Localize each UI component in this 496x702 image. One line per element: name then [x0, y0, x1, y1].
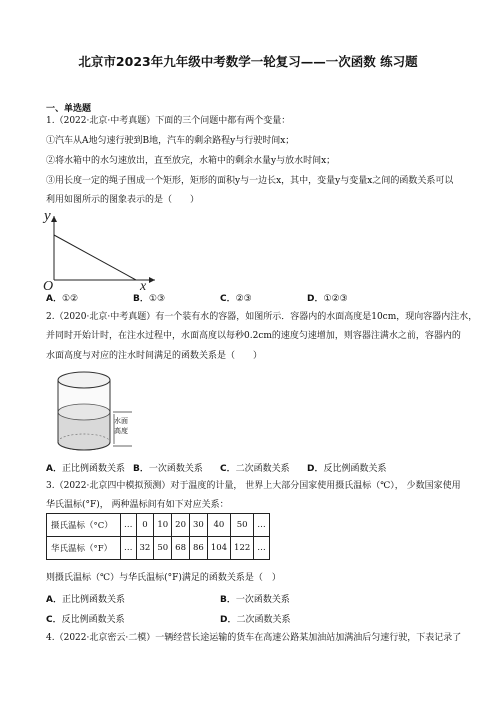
table-cell: 122: [231, 537, 254, 560]
table-cell: 40: [207, 514, 230, 537]
table-cell: 0: [136, 514, 154, 537]
question-1-graph: [40, 206, 170, 290]
question-2-option-b[interactable]: B．一次函数关系: [133, 464, 203, 474]
question-1-option-c[interactable]: C．②③: [220, 294, 252, 304]
table-cell: 104: [207, 537, 230, 560]
water-height-label-line2: 高度: [114, 427, 128, 435]
question-2-stem-2: 并同时开始计时，在注水过程中，水面高度以每秒0.2cm的速度匀速增加，则容器注满水之前，容器内的: [46, 331, 461, 341]
question-3-option-d[interactable]: D．二次函数关系: [220, 615, 291, 625]
question-2-stem-1: 2.（2020·北京·中考真题）有一个装有水的容器，如图所示．容器内的水面高度是10cm，现向容器内注水，: [46, 312, 478, 322]
question-3-prompt: 则摄氏温标（℃）与华氏温标(°F)满足的函数关系是（ ）: [46, 573, 281, 583]
question-2-option-d[interactable]: D．反比例函数关系: [307, 464, 387, 474]
table-row-header: 摄氏温标（°C）: [47, 514, 121, 537]
question-1-option-a[interactable]: A．①②: [46, 294, 79, 304]
y-axis-label: y: [44, 208, 51, 224]
water-height-label-line1: 水面: [114, 417, 128, 425]
graph-line: [54, 235, 136, 280]
question-1-item-1: ①汽车从A地匀速行驶到B地，汽车的剩余路程y与行驶时间x；: [46, 136, 295, 146]
question-2-option-a[interactable]: A．正比例函数关系: [46, 464, 125, 474]
question-1-option-b[interactable]: B．①③: [133, 294, 166, 304]
question-3-option-c[interactable]: C．反比例函数关系: [46, 615, 125, 625]
table-cell: …: [254, 537, 270, 560]
table-row-header: 华氏温标（°F）: [47, 537, 121, 560]
table-cell: …: [254, 514, 270, 537]
table-cell: 86: [189, 537, 207, 560]
table-cell: 30: [189, 514, 207, 537]
temperature-table: [46, 513, 270, 560]
question-3-stem-1: 3.（2022·北京四中模拟预测）对于温度的计量， 世界上大部分国家使用摄氏温标（℃）， 少数国家使用: [46, 481, 461, 491]
table-cell: 20: [172, 514, 190, 537]
question-1-item-2: ②将水箱中的水匀速放出，直至放完，水箱中的剩余水量y与放水时间x；: [46, 156, 336, 166]
question-2-option-c[interactable]: C．二次函数关系: [220, 464, 290, 474]
page-title: 北京市2023年九年级中考数学一轮复习——一次函数 练习题: [78, 54, 418, 69]
question-1-option-d[interactable]: D．①②③: [307, 294, 348, 304]
question-1-stem: 1.（2022·北京·中考真题）下面的三个问题中都有两个变量：: [46, 116, 291, 126]
question-2-prompt: 水面高度与对应的注水时间满足的函数关系是（ ）: [46, 351, 263, 361]
origin-label: O: [43, 279, 54, 290]
table-cell: 10: [154, 514, 172, 537]
question-3-option-a[interactable]: A．正比例函数关系: [46, 595, 125, 605]
question-2-container-figure: [50, 368, 135, 454]
question-3-stem-2: 华氏温标(°F)， 两种温标间有如下对应关系：: [46, 500, 229, 510]
question-1-prompt: 利用如图所示的图象表示的是（ ）: [46, 195, 200, 205]
table-cell: 32: [136, 537, 154, 560]
question-3-option-b[interactable]: B．一次函数关系: [220, 595, 290, 605]
table-cell: 50: [231, 514, 254, 537]
table-cell: …: [121, 537, 137, 560]
table-cell: …: [121, 514, 137, 537]
table-cell: 68: [172, 537, 190, 560]
question-1-item-3: ③用长度一定的绳子围成一个矩形，矩形的面积y与一边长x，其中，变量y与变量x之间的函数关系可以: [46, 176, 454, 186]
table-row: [47, 537, 270, 560]
x-axis-label: x: [140, 279, 147, 290]
question-4-stem: 4.（2022·北京密云·二模）一辆经营长途运输的货车在高速公路某加油站加满油后匀速行驶，下表记录了: [46, 633, 462, 643]
table-row: [47, 514, 270, 537]
section-heading: 一、单选题: [46, 104, 92, 114]
table-cell: 50: [154, 537, 172, 560]
